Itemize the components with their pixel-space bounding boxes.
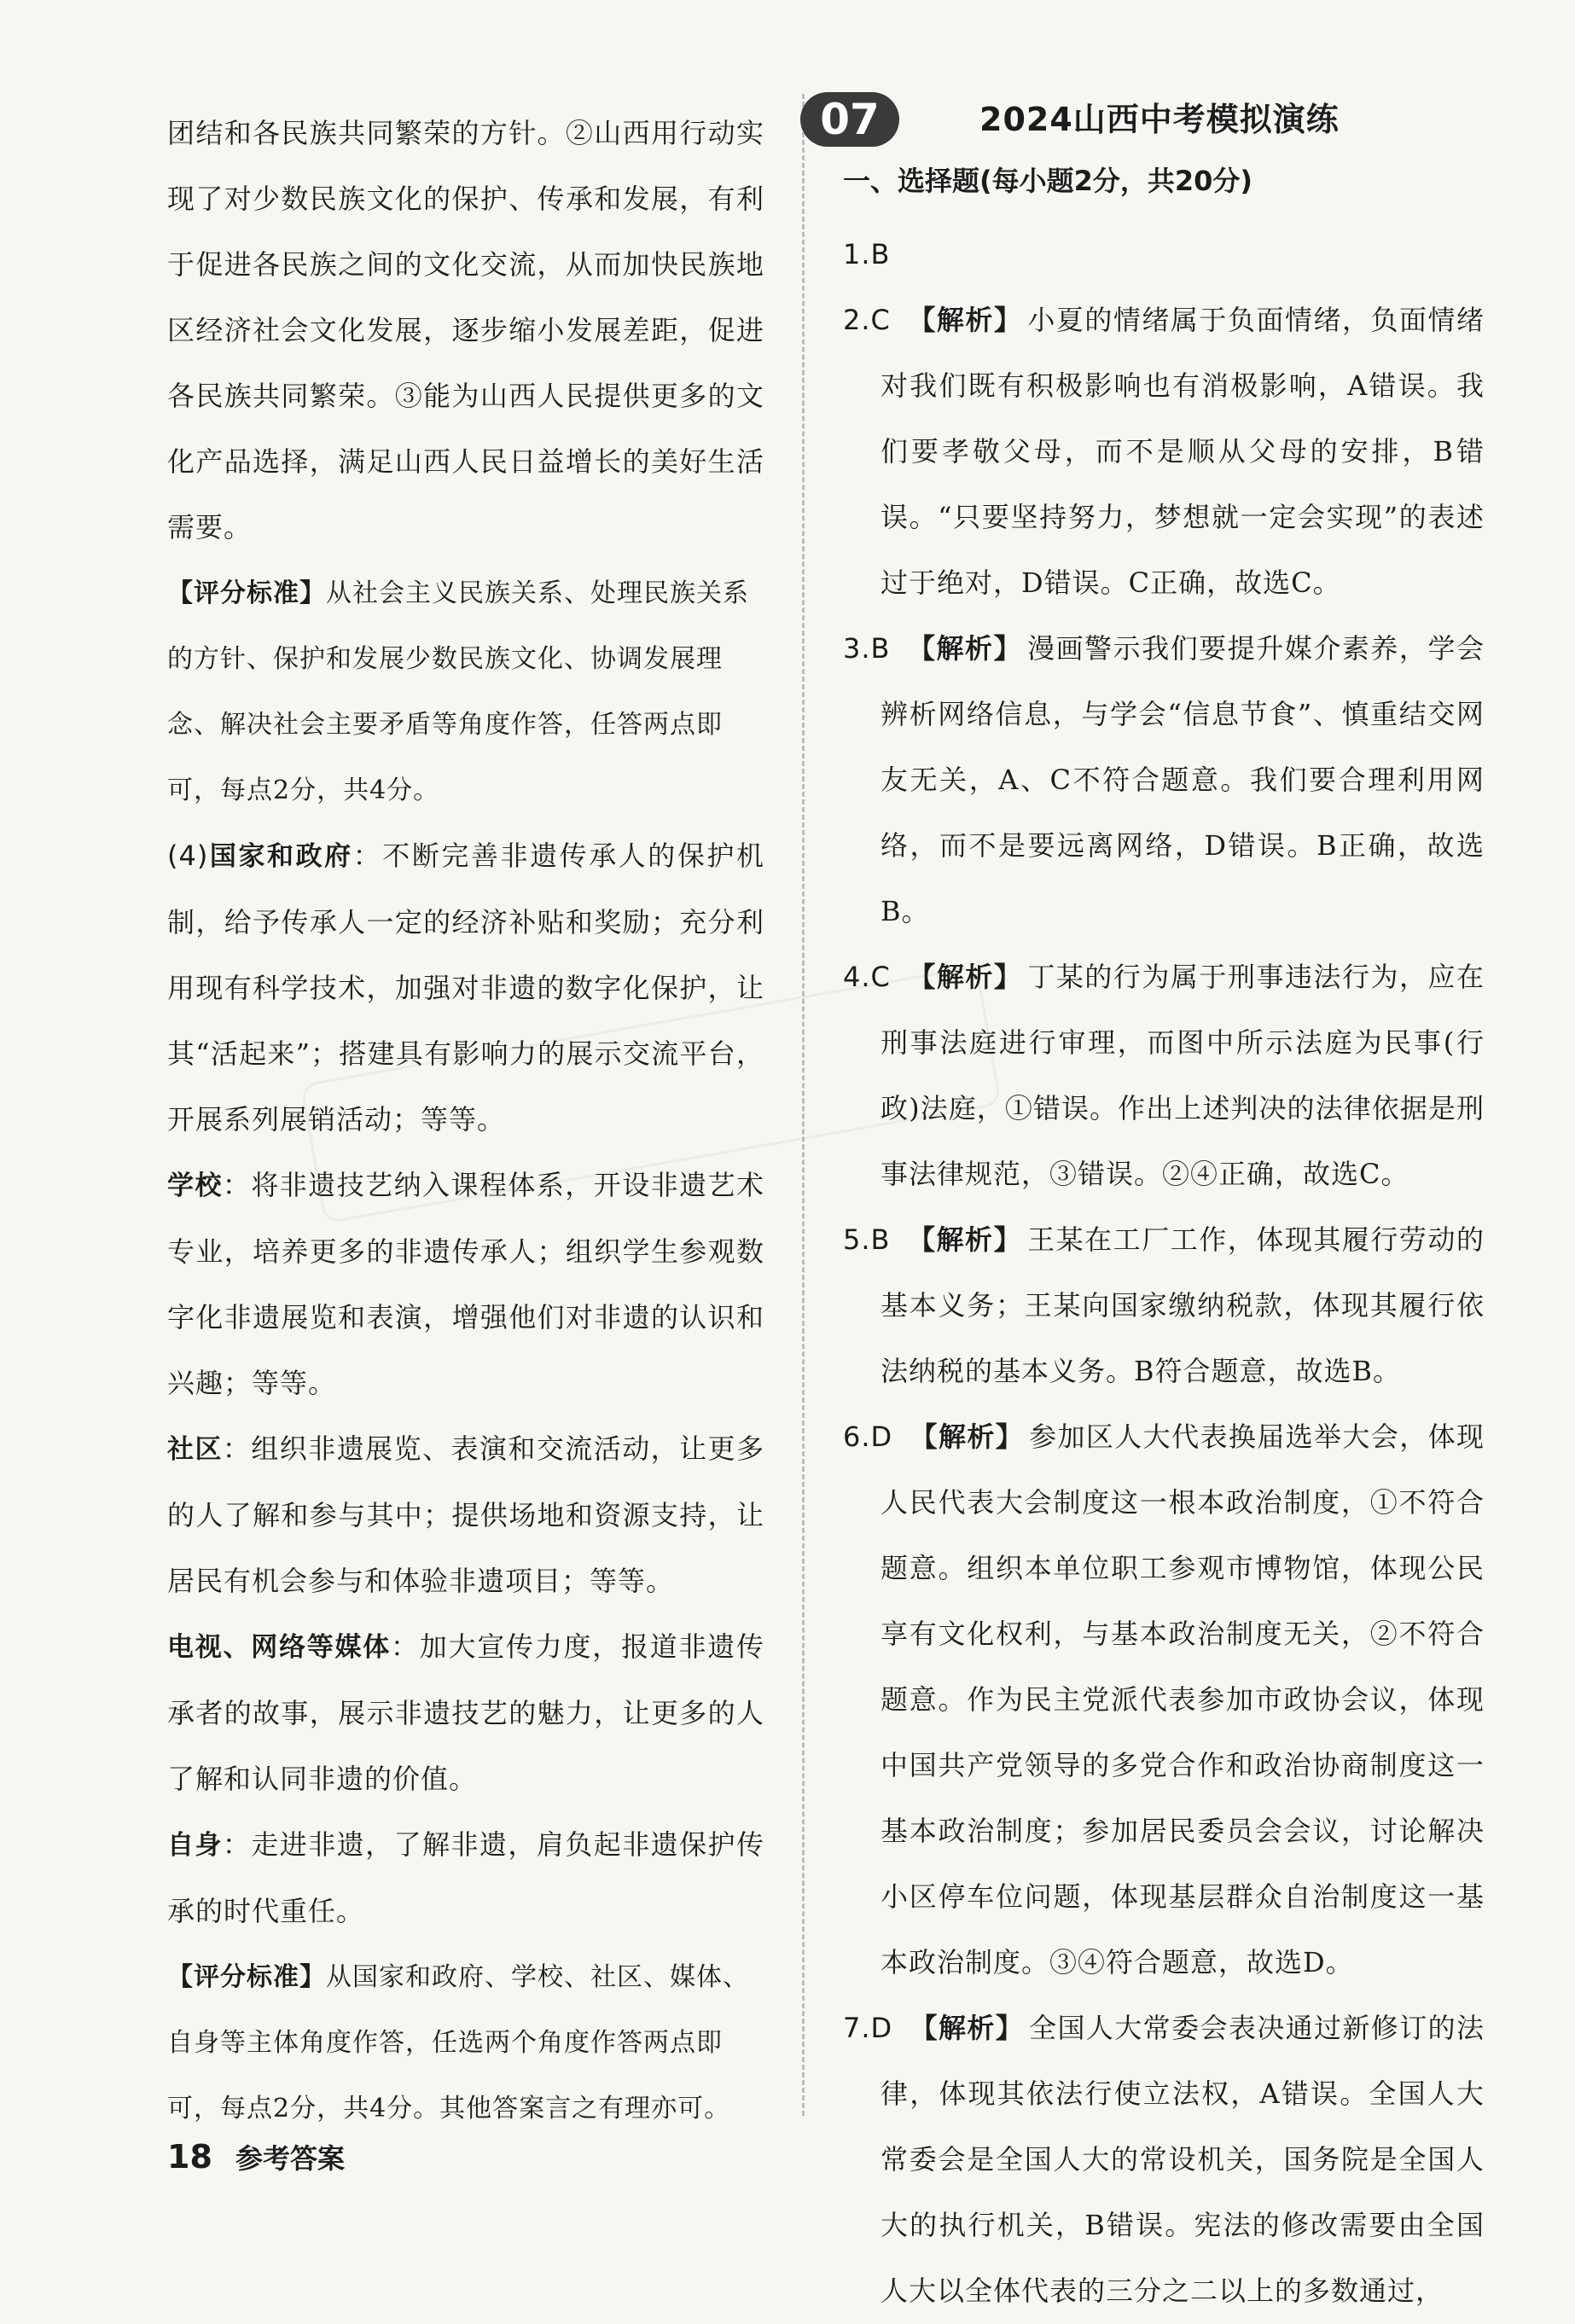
- scoring-standard-label: 【评分标准】: [167, 578, 326, 608]
- answer-number: 6.D: [843, 1421, 893, 1453]
- answer-q4-community: [167, 1416, 764, 1614]
- scoring-standard-2: [167, 1944, 764, 2141]
- question-number: (4): [167, 840, 209, 872]
- answer-number: 5.B: [843, 1223, 891, 1256]
- subject-label: 学校: [167, 1171, 223, 1201]
- subject-text: ：不断完善非遗传承人的保护机制，给予传承人一定的经济补贴和奖励；充分利用现有科学技术，加强对非遗的数字化保护，让其“活起来”；搭建具有影响力的展示交流平台，开展系列展销活动；等等。: [167, 840, 764, 1136]
- analysis-tag: 【解析】: [907, 632, 1023, 665]
- left-column: [167, 101, 764, 2141]
- answer-item: [843, 1996, 1485, 2324]
- answer-item: [843, 222, 1485, 288]
- scoring-standard-1: [167, 561, 764, 823]
- analysis-text: 丁某的行为属于刑事违法行为，应在刑事法庭进行审理，而图中所示法庭为民事(行政)法庭，①错误。作出上述判决的法律依据是刑事法律规范，③错误。②④正确，故选C。: [880, 961, 1485, 1190]
- page-footer: [167, 2133, 345, 2181]
- analysis-text: 王某在工厂工作，体现其履行劳动的基本义务；王某向国家缴纳税款，体现其履行依法纳税的基本义务。B符合题意，故选B。: [880, 1223, 1485, 1387]
- subject-text: ：走进非遗，了解非遗，肩负起非遗保护传承的时代重任。: [167, 1828, 764, 1927]
- subject-label: 自身: [167, 1830, 223, 1861]
- analysis-tag: 【解析】: [907, 1223, 1023, 1256]
- answer-number: 7.D: [843, 2012, 893, 2044]
- section-title: 2024山西中考模拟演练: [979, 101, 1340, 138]
- answer-number: 1.B: [843, 238, 891, 270]
- scoring-standard-text: 从社会主义民族关系、处理民族关系的方针、保护和发展少数民族文化、协调发展理念、解决社会主要矛盾等角度作答，任答两点即可，每点2分，共4分。: [167, 578, 749, 805]
- footer-label: 参考答案: [235, 2142, 345, 2175]
- answer-item: [843, 616, 1485, 944]
- section-badge: 07: [800, 92, 899, 147]
- answer-continuation: 团结和各民族共同繁荣的方针。②山西用行动实现了对少数民族文化的保护、传承和发展，有利于促进各民族之间的文化交流，从而加快民族地区经济社会文化发展，逐步缩小发展差距，促进各民族共同繁荣。③能为山西人民提供更多的文化产品选择，满足山西人民日益增长的美好生活需要。: [167, 117, 764, 543]
- answer-item: [843, 944, 1485, 1207]
- analysis-tag: 【解析】: [910, 1421, 1025, 1453]
- answer-list: [843, 222, 1485, 2324]
- scoring-standard-text: 从国家和政府、学校、社区、媒体、自身等主体角度作答，任选两个角度作答两点即可，每点2分，共4分。其他答案言之有理亦可。: [167, 1962, 749, 2124]
- answer-item: [843, 1207, 1485, 1404]
- answer-number: 3.B: [843, 632, 891, 665]
- answer-q4-media: [167, 1614, 764, 1812]
- analysis-text: 参加区人大代表换届选举大会，体现人民代表大会制度这一根本政治制度，①不符合题意。组织本单位职工参观市博物馆，体现公民享有文化权利，与基本政治制度无关，②不符合题意。作为民主党派代表参加市政协会议，体现中国共产党领导的多党合作和政治协商制度这一基本政治制度；参加居民委员会会议，讨论解决小区停车位问题，体现基层群众自治制度这一基本政治制度。③④符合题意，故选D。: [880, 1421, 1485, 1978]
- scoring-standard-label: 【评分标准】: [167, 1962, 326, 1992]
- question-type-heading: 一、选择题(每小题2分，共20分): [843, 165, 1253, 197]
- answer-q4-government: [167, 823, 764, 1153]
- answer-item: [843, 288, 1485, 616]
- answer-number: 2.C: [843, 304, 891, 336]
- subject-label: 电视、网络等媒体: [167, 1632, 391, 1663]
- answer-item: [843, 1404, 1485, 1996]
- analysis-tag: 【解析】: [907, 304, 1023, 336]
- analysis-tag: 【解析】: [907, 961, 1023, 993]
- analysis-text: 全国人大常委会表决通过新修订的法律，体现其依法行使立法权，A错误。全国人大常委会是全国人大的常设机关，国务院是全国人大的执行机关，B错误。宪法的修改需要由全国人大以全体代表的三分之二以上的多数通过，: [880, 2012, 1485, 2307]
- analysis-tag: 【解析】: [910, 2012, 1025, 2044]
- subject-text: ：加大宣传力度，报道非遗传承者的故事，展示非遗技艺的魅力，让更多的人了解和认同非遗的价值。: [167, 1630, 764, 1795]
- answer-number: 4.C: [843, 961, 891, 993]
- subject-label: 社区: [167, 1434, 223, 1465]
- page-number: 18: [167, 2138, 212, 2176]
- subject-text: ：将非遗技艺纳入课程体系，开设非遗艺术专业，培养更多的非遗传承人；组织学生参观数字化非遗展览和表演，增强他们对非遗的认识和兴趣；等等。: [167, 1169, 764, 1399]
- answer-q4-self: [167, 1812, 764, 1944]
- answer-q4-school: [167, 1153, 764, 1416]
- analysis-text: 小夏的情绪属于负面情绪，负面情绪对我们既有积极影响也有消极影响，A错误。我们要孝敬父母，而不是顺从父母的安排，B错误。“只要坚持努力，梦想就一定会实现”的表述过于绝对，D错误。C正确，故选C。: [880, 304, 1485, 599]
- analysis-text: 漫画警示我们要提升媒介素养，学会辨析网络信息，与学会“信息节食”、慎重结交网友无关，A、C不符合题意。我们要合理利用网络，而不是要远离网络，D错误。B正确，故选B。: [880, 632, 1485, 927]
- subject-text: ：组织非遗展览、表演和交流活动，让更多的人了解和参与其中；提供场地和资源支持，让居民有机会参与和体验非遗项目；等等。: [167, 1432, 764, 1597]
- section-header: [800, 85, 1483, 154]
- subject-label: 国家和政府: [208, 841, 353, 872]
